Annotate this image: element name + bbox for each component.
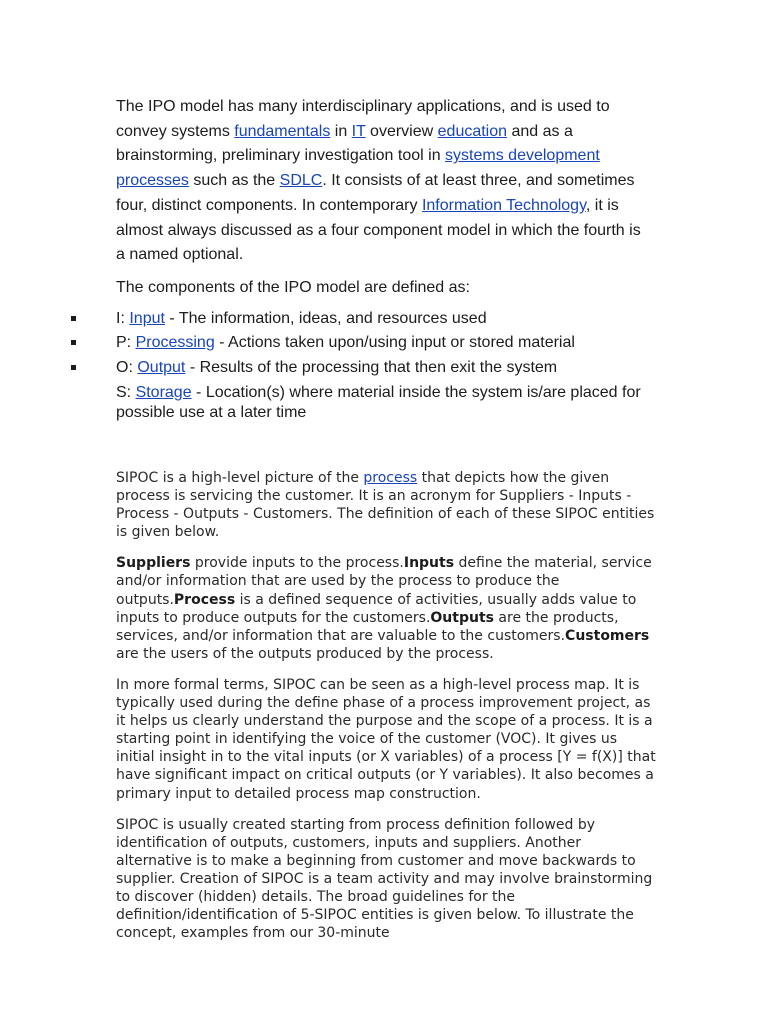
text: such as the xyxy=(188,172,280,190)
link-it[interactable]: IT xyxy=(351,122,366,140)
item-description: - Actions taken upon/using input or stored material xyxy=(214,334,575,352)
text: The IPO model has many interdisciplinary applications, and is used to convey systems xyxy=(116,98,610,140)
ipo-components-lead: The components of the IPO model are defined as: xyxy=(116,278,470,296)
list-item-processing xyxy=(116,331,646,356)
link-fundamentals[interactable]: fundamentals xyxy=(234,122,331,140)
term-customers: Customers xyxy=(565,627,650,644)
item-description: - Results of the processing that then exit the system xyxy=(185,359,558,377)
sipoc-definitions-paragraph xyxy=(116,554,656,663)
item-description: - Location(s) where material inside the system is/are placed for possible use at a later time xyxy=(116,383,641,421)
sipoc-formal-terms-paragraph: In more formal terms, SIPOC can be seen as a high-level process map. It is typically used during the define phase of a process improvement project, as it helps us clearly understand the purpose and the scope of a process. It is a starting point in identifying the voice of the customer (VOC). It gives us initial insight in to the vital inputs (or X variables) of a process [Y = f(X)] that have significant impact on critical outputs (or Y variables). It also becomes a primary input to detailed process map construction. xyxy=(116,676,656,802)
link-output[interactable]: Output xyxy=(137,359,186,377)
text: provide inputs to the process. xyxy=(190,555,404,572)
sipoc-creation-paragraph: SIPOC is usually created starting from process definition followed by identification of outputs, customers, inputs and suppliers. Another alternative is to make a beginning from customer and move backwards to supplier. Creation of SIPOC is a team activity and may involve brainstorming to discover (hidden) details. The broad guidelines for the definition/identification of 5-SIPOC entities is given below. To illustrate the concept, examples from our 30-minute xyxy=(116,816,653,942)
bullet-icon xyxy=(71,316,76,321)
item-prefix: O: xyxy=(116,359,138,377)
link-process[interactable]: process xyxy=(363,470,418,486)
link-storage[interactable]: Storage xyxy=(135,383,192,401)
ipo-section xyxy=(116,95,646,423)
bullet-icon xyxy=(71,340,76,345)
list-item-storage xyxy=(116,383,646,423)
text: is a defined sequence of activities, usually adds value to inputs to produce outputs for the customers. xyxy=(116,591,637,626)
ipo-intro-paragraph xyxy=(116,95,646,268)
link-input[interactable]: Input xyxy=(129,309,165,327)
link-processing[interactable]: Processing xyxy=(135,334,215,352)
ipo-component-list xyxy=(116,307,646,423)
link-sdlc[interactable]: SDLC xyxy=(279,172,323,190)
text: and as a brainstorming, preliminary investigation tool in xyxy=(116,122,573,165)
text: that depicts how the given process is servicing the customer. It is an acronym for Suppliers - Inputs - Process - Outputs - Customers. The definition of each of these SIPOC entities is given below. xyxy=(116,470,655,541)
item-description: - The information, ideas, and resources used xyxy=(164,309,487,327)
text: . It consists of at least three, and sometimes four, distinct components. In contemporary xyxy=(116,172,635,214)
term-inputs: Inputs xyxy=(403,555,455,572)
link-systems-development-processes[interactable]: systems development processes xyxy=(116,147,600,190)
text: , it is almost always discussed as a four component model in which the fourth is a named optional. xyxy=(116,196,641,264)
item-prefix: P: xyxy=(116,334,136,352)
sipoc-intro-paragraph xyxy=(116,469,656,541)
term-process: Process xyxy=(173,591,236,608)
sipoc-section xyxy=(116,469,656,955)
text: are the products, services, and/or information that are valuable to the customers. xyxy=(116,609,619,644)
link-education[interactable]: education xyxy=(437,122,508,140)
text: overview xyxy=(365,122,438,140)
list-item-output xyxy=(116,356,646,381)
text: in xyxy=(330,122,352,140)
term-outputs: Outputs xyxy=(430,609,494,626)
link-information-technology[interactable]: Information Technology xyxy=(421,196,586,214)
text: define the material, service and/or information that are used by the process to produce the outputs. xyxy=(116,555,652,608)
item-prefix: I: xyxy=(116,309,130,327)
item-prefix: S: xyxy=(116,383,136,401)
term-suppliers: Suppliers xyxy=(116,555,191,572)
list-item-input xyxy=(116,307,646,332)
text: are the users of the outputs produced by the process. xyxy=(116,645,494,662)
text: SIPOC is a high-level picture of the xyxy=(116,470,364,486)
bullet-icon xyxy=(71,365,76,370)
